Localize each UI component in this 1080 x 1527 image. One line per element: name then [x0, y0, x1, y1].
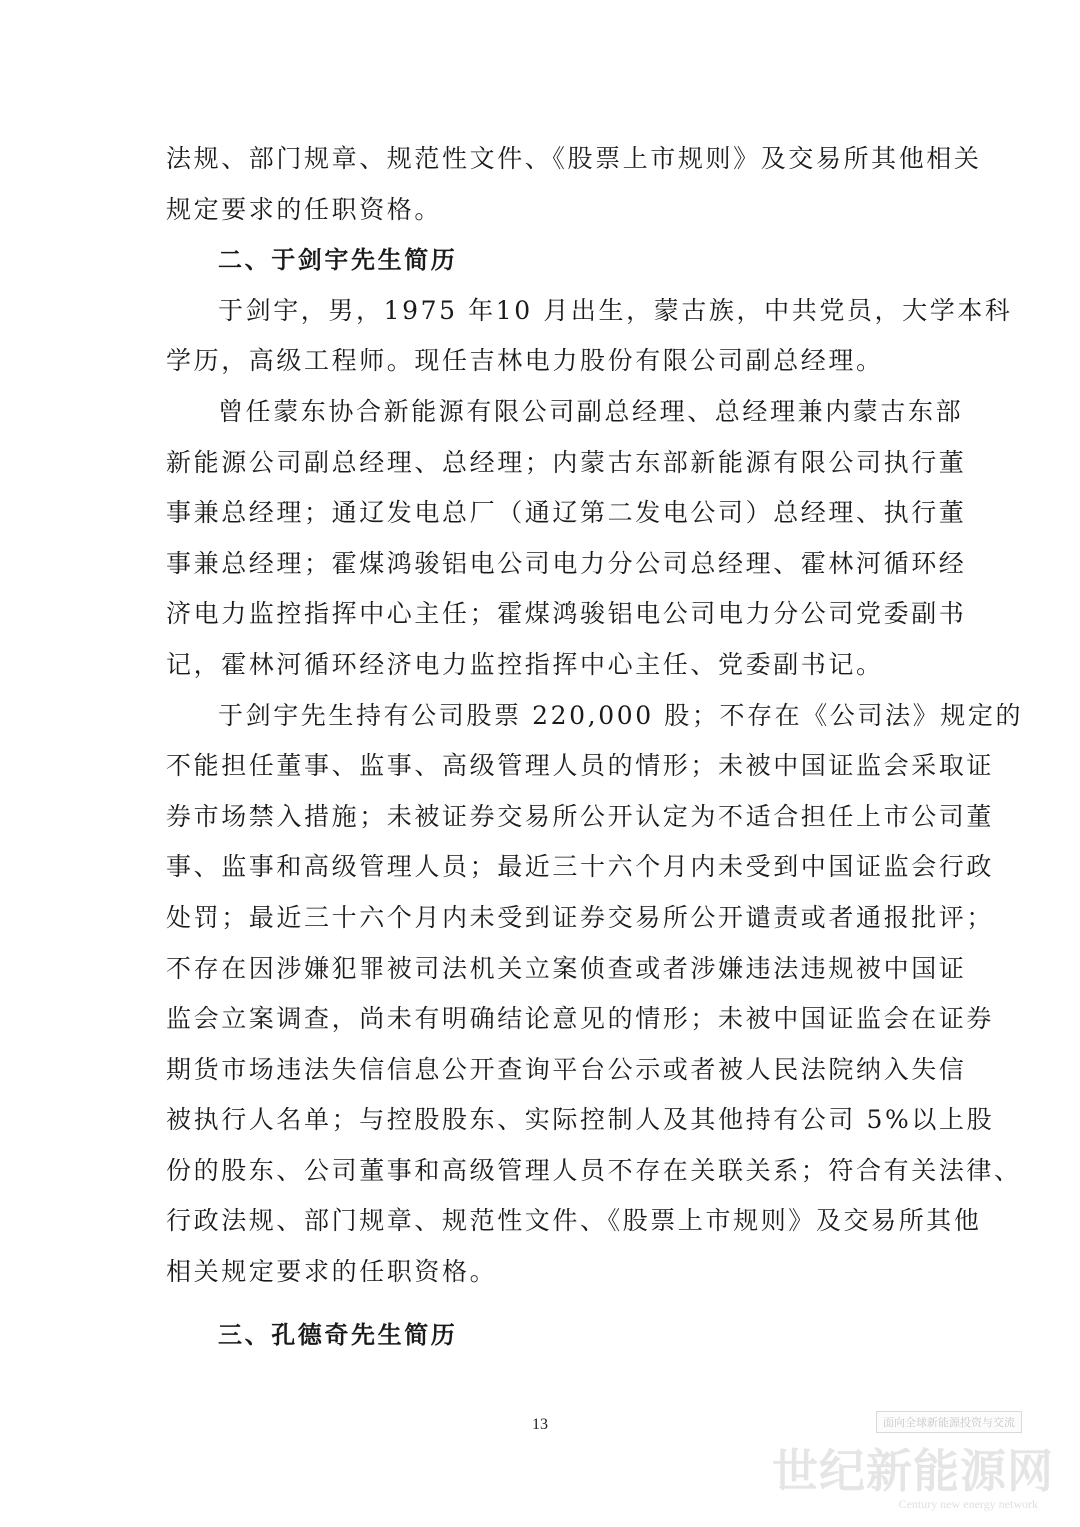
text-line: 不能担任董事、监事、高级管理人员的情形；未被中国证监会采取证: [166, 751, 995, 781]
paragraph: [166, 286, 1013, 387]
text-line: 相关规定要求的任职资格。: [166, 1257, 498, 1287]
text-line: 被执行人名单；与控股股东、实际控制人及其他持有公司 5%以上股: [166, 1105, 995, 1135]
text-line: 处罚；最近三十六个月内未受到证券交易所公开谴责或者通报批评；: [166, 902, 995, 932]
text-line: 份的股东、公司董事和高级管理人员不存在关联关系；符合有关法律、: [166, 1155, 1022, 1185]
text-line: 曾任蒙东协合新能源有限公司副总经理、总经理兼内蒙古东部: [218, 396, 964, 426]
section-heading: 二、于剑宇先生简历: [218, 246, 458, 275]
text-line: 事兼总经理；通辽发电总厂（通辽第二发电公司）总经理、执行董: [166, 498, 967, 528]
text-line: 新能源公司副总经理、总经理；内蒙古东部新能源有限公司执行董: [166, 447, 967, 477]
watermark-title: 世纪新能源网: [772, 1444, 1054, 1498]
text-line: 于剑宇先生持有公司股票 220,000 股；不存在《公司法》规定的: [218, 700, 1024, 730]
text-line: 规定要求的任职资格。: [166, 194, 443, 224]
paragraph: [166, 691, 1024, 1298]
page-number: 13: [532, 1416, 548, 1433]
text-line: 期货市场违法失信信息公开查询平台公示或者被人民法院纳入失信: [166, 1054, 967, 1084]
section-heading: 三、孔德奇先生简历: [218, 1320, 458, 1349]
paragraph: [166, 387, 967, 691]
text-line: 济电力监控指挥中心主任；霍煤鸿骏铝电公司电力分公司党委副书: [166, 599, 967, 629]
text-line: 记，霍林河循环经济电力监控指挥中心主任、党委副书记。: [166, 649, 884, 679]
text-line: 券市场禁入措施；未被证券交易所公开认定为不适合担任上市公司董: [166, 801, 995, 831]
text-line: 事、监事和高级管理人员；最近三十六个月内未受到中国证监会行政: [166, 852, 995, 882]
text-line: 不存在因涉嫌犯罪被司法机关立案侦查或者涉嫌违法违规被中国证: [166, 953, 967, 983]
watermark-tagline: 面向全球新能源投资与交流: [876, 1411, 1022, 1433]
text-line: 法规、部门规章、规范性文件、《股票上市规则》及交易所其他相关: [166, 144, 982, 173]
text-line: 于剑宇，男，1975 年10 月出生，蒙古族，中共党员，大学本科: [218, 295, 1013, 325]
text-line: 学历，高级工程师。现任吉林电力股份有限公司副总经理。: [166, 346, 884, 376]
paragraph: [166, 134, 982, 235]
document-body: [166, 134, 1024, 1360]
text-line: 行政法规、部门规章、规范性文件、《股票上市规则》及交易所其他: [166, 1206, 982, 1236]
text-line: 事兼总经理；霍煤鸿骏铝电公司电力分公司总经理、霍林河循环经: [166, 548, 967, 578]
text-line: 监会立案调查，尚未有明确结论意见的情形；未被中国证监会在证券: [166, 1004, 995, 1034]
watermark-logo: [772, 1411, 1060, 1521]
watermark-subtitle: Century new energy network: [898, 1497, 1038, 1511]
